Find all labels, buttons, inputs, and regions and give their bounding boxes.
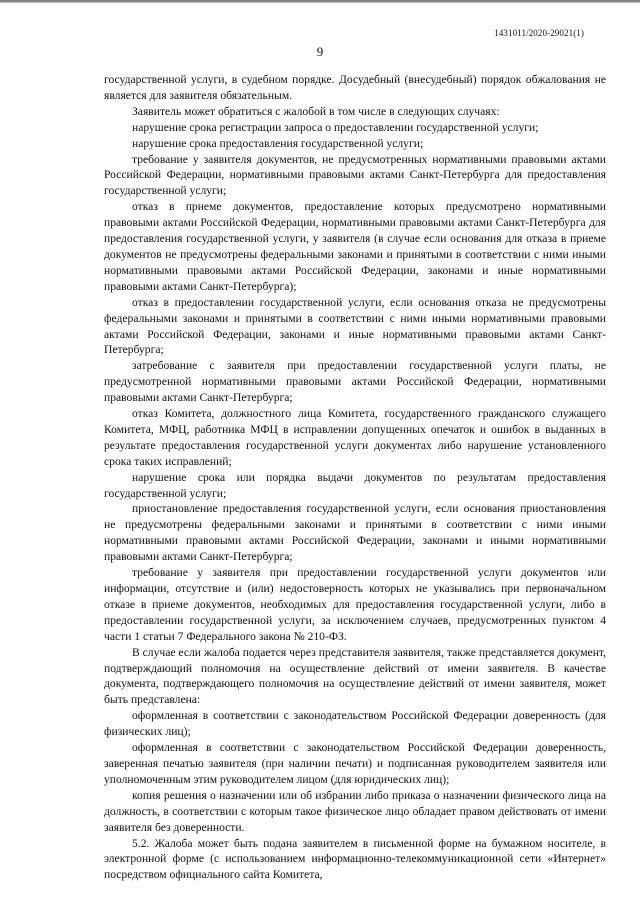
paragraph: государственной услуги, в судебном порядке. Досудебный (внесудебный) порядок обжалования не является для заявителя обязательным.: [104, 73, 606, 102]
paragraph: 5.2. Жалоба может быть подана заявителем в письменной форме на бумажном носителе, в электронной форме (с использованием информационно-телекоммуникационной сети «Интернет» посредством официального сайта Комитета,: [104, 836, 606, 882]
paragraph: нарушение срока или порядка выдачи документов по результатам предоставления государственной услуги;: [104, 470, 606, 500]
paragraph: отказ в приеме документов, предоставление которых предусмотрено нормативными правовыми актами Российской Федерации, нормативными правовыми актами Санкт-Петербурга для предоставления государственной услуги, у заявителя (в случае если основания для отказа в приеме документов не предусмотрены федеральными законами и принятыми в соответствии с ними иными нормативными правовыми актами Российской Федерации, законами и иные нормативными правовыми актами Санкт-Петербурга);: [104, 200, 606, 293]
document-body: [104, 72, 606, 883]
paragraph: затребование с заявителя при предоставлении государственной услуги платы, не предусмотренной нормативными правовыми актами Российской Федерации, нормативными правовыми актами Санкт-Петербурга;: [104, 359, 606, 405]
paragraph: Заявитель может обратиться с жалобой в том числе в следующих случаях:: [132, 104, 500, 118]
paragraph: требование у заявителя документов, не предусмотренных нормативными правовыми актами Российской Федерации, нормативными правовыми актами Санкт-Петербурга для предоставления государственной услуги;: [104, 152, 606, 198]
paragraph: оформленная в соответствии с законодательством Российской Федерации доверенность, заверенная печатью заявителя (при наличии печати) и подписанная руководителем заявителя или уполномоченным этим руководителем лицом (для юридических лиц);: [104, 741, 606, 786]
page-number: 9: [316, 44, 324, 59]
paragraph: копия решения о назначении или об избрании либо приказа о назначении физического лица на должность, в соответствии с которым такое физическое лицо обладает правом действовать от имени заявителя без доверенности.: [104, 788, 606, 834]
document-id: 1431011/2020-29021(1): [494, 28, 584, 38]
paragraph: отказ в предоставлении государственной услуги, если основания отказа не предусмотрены федеральными законами и принятыми в соответствии с ними иными нормативными правовыми актами Российской Федерации, законами и иные нормативными правовыми актами Санкт-Петербурга;: [104, 295, 606, 357]
paragraph: нарушение срока регистрации запроса о предоставлении государственной услуги;: [132, 120, 539, 134]
paragraph: отказ Комитета, должностного лица Комитета, государственного гражданского служащего Комитета, МФЦ, работника МФЦ в исправлении допущенных опечаток и ошибок в выданных в результате предоставления государственной услуги документах либо нарушение установленного срока таких исправлений;: [104, 407, 606, 468]
paragraph: приостановление предоставления государственной услуги, если основания приостановления не предусмотрены федеральными законами и принятыми в соответствии с ними иными нормативными правовыми актами Российской Федерации, законами и иными нормативными правовыми актами Санкт-Петербурга;: [104, 502, 606, 564]
top-scan-border: [0, 0, 640, 3]
paragraph: В случае если жалоба подается через представителя заявителя, также представляется документ, подтверждающий полномочия на осуществление действий от имени заявителя. В качестве документа, подтверждающего полномочия на осуществление действий от имени заявителя, может быть представлена:: [104, 645, 606, 707]
paragraph: оформленная в соответствии с законодательством Российской Федерации доверенность (для физических лиц);: [104, 709, 606, 739]
paragraph: требование у заявителя при предоставлении государственной услуги документов или информации, отсутствие и (или) недостоверность которых не указывались при первоначальном отказе в приеме документов, необходимых для предоставления государственной услуги, либо в предоставлении государственной услуги, за исключением случаев, предусмотренных пунктом 4 части 1 статьи 7 Федерального закона № 210-ФЗ.: [104, 566, 606, 643]
paragraph: нарушение срока предоставления государственной услуги;: [132, 136, 424, 150]
